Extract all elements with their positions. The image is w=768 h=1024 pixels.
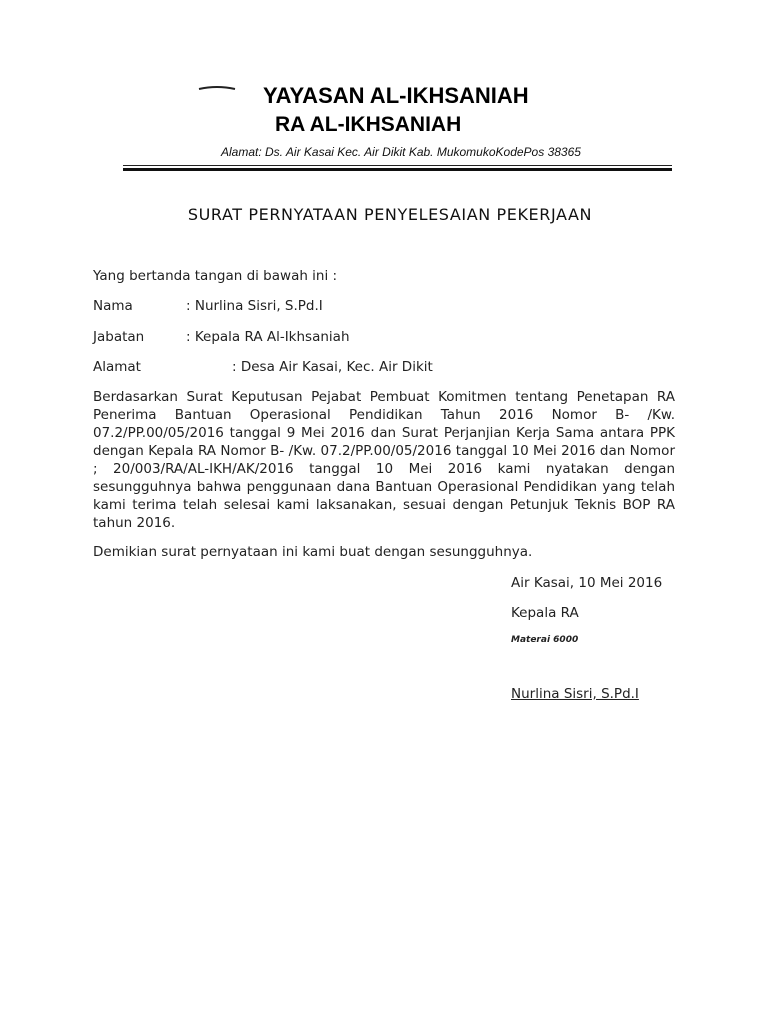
letterhead-address: Alamat: Ds. Air Kasai Kec. Air Dikit Kab. MukomukoKodePos 38365 <box>221 145 581 159</box>
signature-place-date: Air Kasai, 10 Mei 2016 <box>511 575 663 591</box>
signer-name: Nurlina Sisri, S.Pd.I <box>511 686 639 702</box>
stamp-duty-note: Materai 6000 <box>511 635 579 645</box>
closing-line: Demikian surat pernyataan ini kami buat dengan sesungguhnya. <box>93 544 533 560</box>
field-label-name: Nama <box>93 298 133 314</box>
statement-paragraph: Berdasarkan Surat Keputusan Pejabat Pembuat Komitmen tentang Penetapan RA Penerima Bantuan Operasional Pendidikan Tahun 2016 Nomor B- /Kw. 07.2/PP.00/05/2016 tanggal 9 Mei 2016 dan Surat Perjanjian Kerja Sama antara PPK dengan Kepala RA Nomor B- /Kw. 07.2/PP.00/05/2016 tanggal 10 Mei 2016 dan Nomor ; 20/003/RA/AL-IKH/AK/2016 tanggal 10 Mei 2016 kami nyatakan dengan sesungguhnya bahwa penggunaan dana Bantuan Operasional Pendidikan yang telah kami terima telah selesai kami laksanakan, sesuai dengan Petunjuk Teknis BOP RA tahun 2016. <box>93 389 675 531</box>
field-label-address: Alamat <box>93 359 141 375</box>
document-title: SURAT PERNYATAAN PENYELESAIAN PEKERJAAN <box>187 205 593 224</box>
field-value-address: : Desa Air Kasai, Kec. Air Dikit <box>232 359 433 375</box>
intro-line: Yang bertanda tangan di bawah ini : <box>93 268 338 284</box>
letterhead-rule-thick <box>123 168 672 171</box>
field-label-position: Jabatan <box>93 329 145 345</box>
field-row-address <box>93 359 453 375</box>
logo-mark <box>198 84 236 92</box>
school-name: RA AL-IKHSANIAH <box>275 113 462 136</box>
signature-position: Kepala RA <box>511 605 579 621</box>
field-value-position: : Kepala RA Al-Ikhsaniah <box>186 329 350 345</box>
org-name: YAYASAN AL-IKHSANIAH <box>263 83 529 108</box>
field-row-name <box>93 298 393 314</box>
letterhead-rule-thin <box>123 165 672 166</box>
field-row-position <box>93 329 393 345</box>
field-value-name: : Nurlina Sisri, S.Pd.I <box>186 298 323 314</box>
